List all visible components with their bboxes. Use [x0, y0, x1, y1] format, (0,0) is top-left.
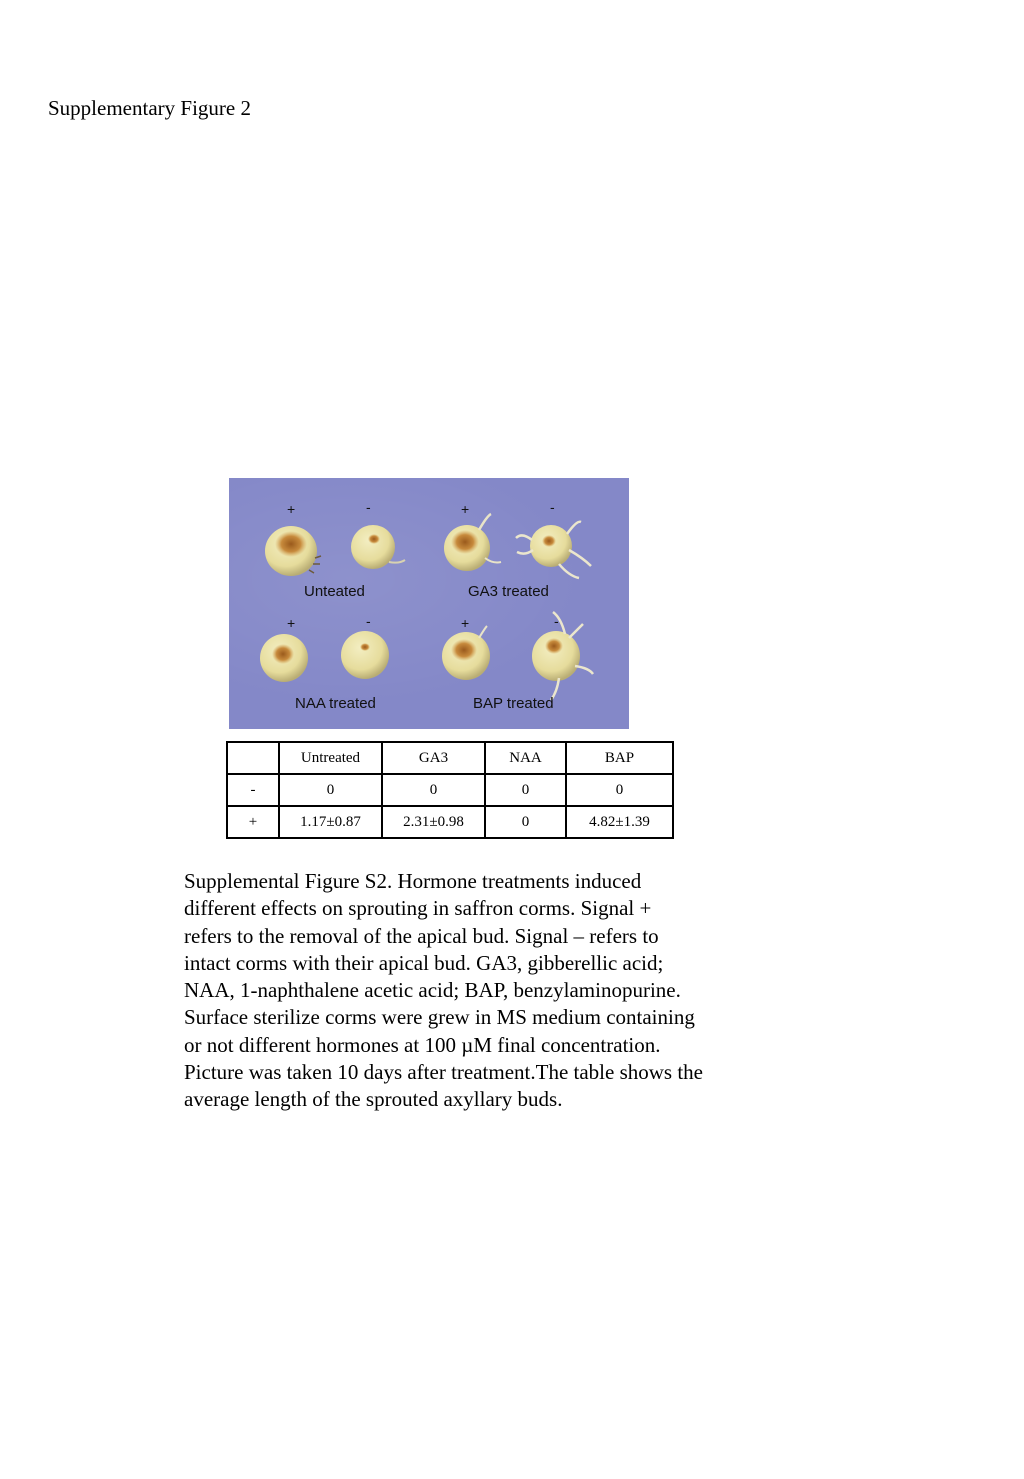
corm-ga3-minus: [516, 522, 591, 578]
corm-untreated-minus: [351, 525, 405, 569]
corm-ga3-plus: [444, 514, 501, 571]
page-title: Supplementary Figure 2: [48, 96, 251, 120]
corm-naa-minus: [341, 631, 389, 679]
table-cell: 4.82±1.39: [566, 806, 673, 838]
label-ga3: GA3 treated: [468, 583, 549, 600]
table-header-cell: [227, 742, 279, 774]
table-cell: 1.17±0.87: [279, 806, 382, 838]
label-untreated: Unteated: [304, 583, 365, 600]
corm-naa-plus: [260, 634, 308, 682]
sign-untreated-plus: +: [287, 501, 296, 517]
table-cell: 0: [566, 774, 673, 806]
sign-untreated-minus: -: [366, 499, 371, 515]
label-bap: BAP treated: [473, 695, 554, 712]
bud-length-table: [226, 741, 674, 839]
sign-naa-plus: +: [287, 615, 296, 631]
table-header-row: [227, 742, 673, 774]
table-row: [227, 806, 673, 838]
sign-bap-minus: -: [554, 613, 559, 629]
table-cell: 2.31±0.98: [382, 806, 485, 838]
table-cell: -: [227, 774, 279, 806]
sign-bap-plus: +: [461, 615, 470, 631]
table-cell: +: [227, 806, 279, 838]
corm-photo: [229, 478, 629, 729]
sign-ga3-minus: -: [550, 499, 555, 515]
sign-ga3-plus: +: [461, 501, 470, 517]
table-header-cell: BAP: [566, 742, 673, 774]
table-cell: 0: [279, 774, 382, 806]
sign-naa-minus: -: [366, 613, 371, 629]
table-cell: 0: [485, 806, 566, 838]
corm-bap-minus: [532, 612, 593, 700]
label-naa: NAA treated: [295, 695, 376, 712]
table-header-cell: NAA: [485, 742, 566, 774]
table-cell: 0: [485, 774, 566, 806]
table-cell: 0: [382, 774, 485, 806]
figure-caption: Supplemental Figure S2. Hormone treatments induced different effects on sprouting in saffron corms. Signal + refers to the removal of the apical bud. Signal – refers to intact corms with their apical bud. GA3, gibberellic acid; NAA, 1-naphthalene acetic acid; BAP, benzylaminopurine. Surface sterilize corms were grew in MS medium containing or not different hormones at 100 µM final concentration. Picture was taken 10 days after treatment.The table shows the average length of the sprouted axyllary buds.: [184, 869, 703, 1112]
corm-bap-plus: [442, 626, 490, 680]
table-header-cell: GA3: [382, 742, 485, 774]
corm-untreated-plus: [265, 526, 321, 576]
table-header-cell: Untreated: [279, 742, 382, 774]
table-row: [227, 774, 673, 806]
